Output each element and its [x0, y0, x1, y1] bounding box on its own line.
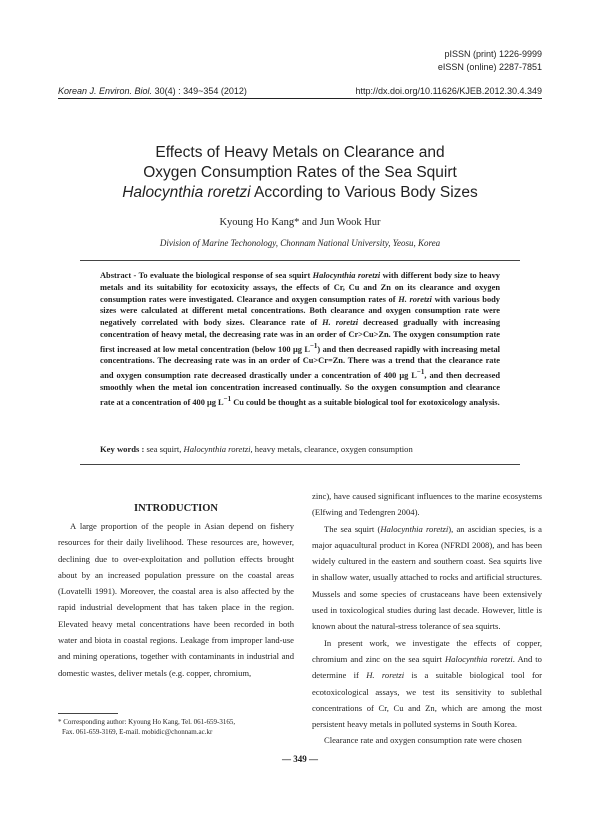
paragraph-text: In present work, we investigate the effects of copper, chromium and zinc on the sea squirt — [312, 637, 542, 664]
paragraph-text: ), an ascidian species, is a major aquacultural product in Korea (NFRDI 2008), and has been widely cultured in the eastern and southern coast. Sea squirts live in shallow water, usually attached to rocks and artificial structures. Mussels and some species of crustaceans have been extensively used in toxicological studies during last decade. However, little is known about the natural-stress tolerance of sea squirts. — [312, 523, 542, 632]
title-line-1: Effects of Heavy Metals on Clearance and — [155, 144, 445, 161]
abstract-text: with various body sizes were calculated at different metal concentrations. Both clearance and oxygen consumption rate were negatively correlated with body sizes. Clearance rate of — [100, 294, 500, 328]
keyword: , heavy metals, clearance, oxygen consumption — [250, 444, 413, 454]
footnote-line-1: * Corresponding author: Kyoung Ho Kang, Tel. 061-659-3165, — [58, 718, 236, 726]
journal-citation — [58, 86, 247, 96]
title-line-3 — [60, 183, 540, 203]
doi-link[interactable]: http://dx.doi.org/10.11626/KJEB.2012.30.4.349 — [355, 86, 542, 96]
species-name: Halocynthia roretzi — [312, 271, 381, 280]
abstract — [100, 270, 500, 408]
intro-paragraph-2 — [312, 521, 542, 635]
volume-pages: 30(4) : 349~354 (2012) — [154, 86, 247, 96]
footnote-line-2: Fax. 061-659-3169, E-mail. mobidic@chonnam.ac.kr — [62, 728, 213, 736]
title-species: Halocynthia roretzi — [122, 184, 251, 201]
right-column — [312, 488, 542, 749]
header-rule — [58, 98, 542, 99]
journal-name: Korean J. Environ. Biol. — [58, 86, 153, 96]
superscript: −1 — [416, 368, 425, 377]
pissn: pISSN (print) 1226-9999 — [444, 49, 542, 59]
eissn: eISSN (online) 2287-7851 — [437, 62, 542, 72]
species-name: Halocynthia roretzi — [444, 653, 513, 664]
abstract-text: decreased gradually with increasing concentration of heavy metal, the decreasing rate was in an order of Cr>Cu>Zn. The oxygen consumption rate first increased at low metal concentration (below 100 μg L — [100, 318, 501, 354]
article-title — [60, 143, 540, 203]
paragraph-text: . And to determine if — [312, 653, 542, 681]
intro-paragraph-1-cont: zinc), have caused significant influences to the marine ecosystems (Elfwing and Tedengren 2004). — [312, 491, 542, 518]
species-name: H. roretzi — [366, 670, 405, 681]
abstract-bottom-rule — [80, 464, 520, 465]
abstract-label: Abstract — [100, 271, 132, 280]
section-heading-introduction: INTRODUCTION — [133, 503, 218, 514]
left-column — [58, 518, 294, 681]
intro-paragraph-4: Clearance rate and oxygen consumption rate were chosen — [324, 735, 522, 746]
issn-block — [438, 48, 542, 74]
abstract-text: , and then decreased smoothly when the metal ion concentration increased continually. So the oxygen consumption and clearance rate at a concentration of 400 μg L — [100, 370, 500, 407]
species-name: Halocynthia roretzi — [380, 523, 449, 534]
paragraph-text: The sea squirt ( — [324, 523, 381, 534]
abstract-top-rule — [80, 260, 520, 261]
keywords — [100, 444, 500, 454]
abstract-text: Cu could be thought as a suitable biological tool for exotoxicology analysis. — [231, 397, 500, 407]
superscript: −1 — [309, 341, 318, 350]
page-number: — 349 — — [282, 754, 318, 764]
species-name: H. roretzi — [322, 318, 359, 328]
authors: Kyoung Ho Kang* and Jun Wook Hur — [219, 217, 381, 228]
affiliation: Division of Marine Techonology, Chonnam National University, Yeosu, Korea — [159, 238, 441, 248]
intro-paragraph-3 — [312, 635, 542, 733]
species-name: H. roretzi — [398, 294, 432, 304]
title-line-2: Oxygen Consumption Rates of the Sea Squirt — [143, 164, 457, 181]
footnote — [58, 717, 294, 737]
intro-paragraph-1: A large proportion of the people in Asian depend on fishery resources for their daily livelihood. These resources are, however, declining due to over-exploitation and pollution effects brought about by an increased population pressure on the coastal areas (Lovatelli 1991). Moreover, the coastal area is also affected by the rapid industrial development that has taken place in the region. Elevated heavy metal concentrations have been recorded in both water and biota in coastal regions. Leakage from improper land-use and mining operations, together with contaminants in industrial and domestic wastes, deliver metals (e.g. copper, chromium, — [58, 521, 294, 678]
abstract-text: with different body size to heavy metals and its suitability for ecotoxicity assays, the effects of Cr, Cu and Zn on its clearance and oxygen consumption rates were investigated. Clearance and oxygen consumption rates of — [100, 271, 500, 304]
paragraph-text: is a suitable biological tool for ecotoxicological assays, we test its sensitivity to sublethal concentrations of Cr, Cu and Zn, which are among the most persistent heavy metals in polluted systems in South Korea. — [312, 670, 542, 730]
abstract-text: - To evaluate the biological response of sea squirt — [131, 271, 313, 280]
keyword: sea squirt, — [146, 444, 184, 454]
superscript: −1 — [223, 394, 232, 403]
abstract-text: ) and then decreased rapidly with increasing metal concentrations. The decreasing rate was in an order of Cu>Cr=Zn. There was a trend that the clearance rate and oxygen consumption rate decreased drastically under a concentration of 400 μg L — [100, 344, 501, 380]
keywords-label: Key words : — [100, 444, 147, 454]
keyword-species: Halocynthia roretzi — [183, 444, 251, 454]
title-line-3-rest: According to Various Body Sizes — [250, 184, 478, 201]
footnote-rule — [58, 713, 118, 714]
